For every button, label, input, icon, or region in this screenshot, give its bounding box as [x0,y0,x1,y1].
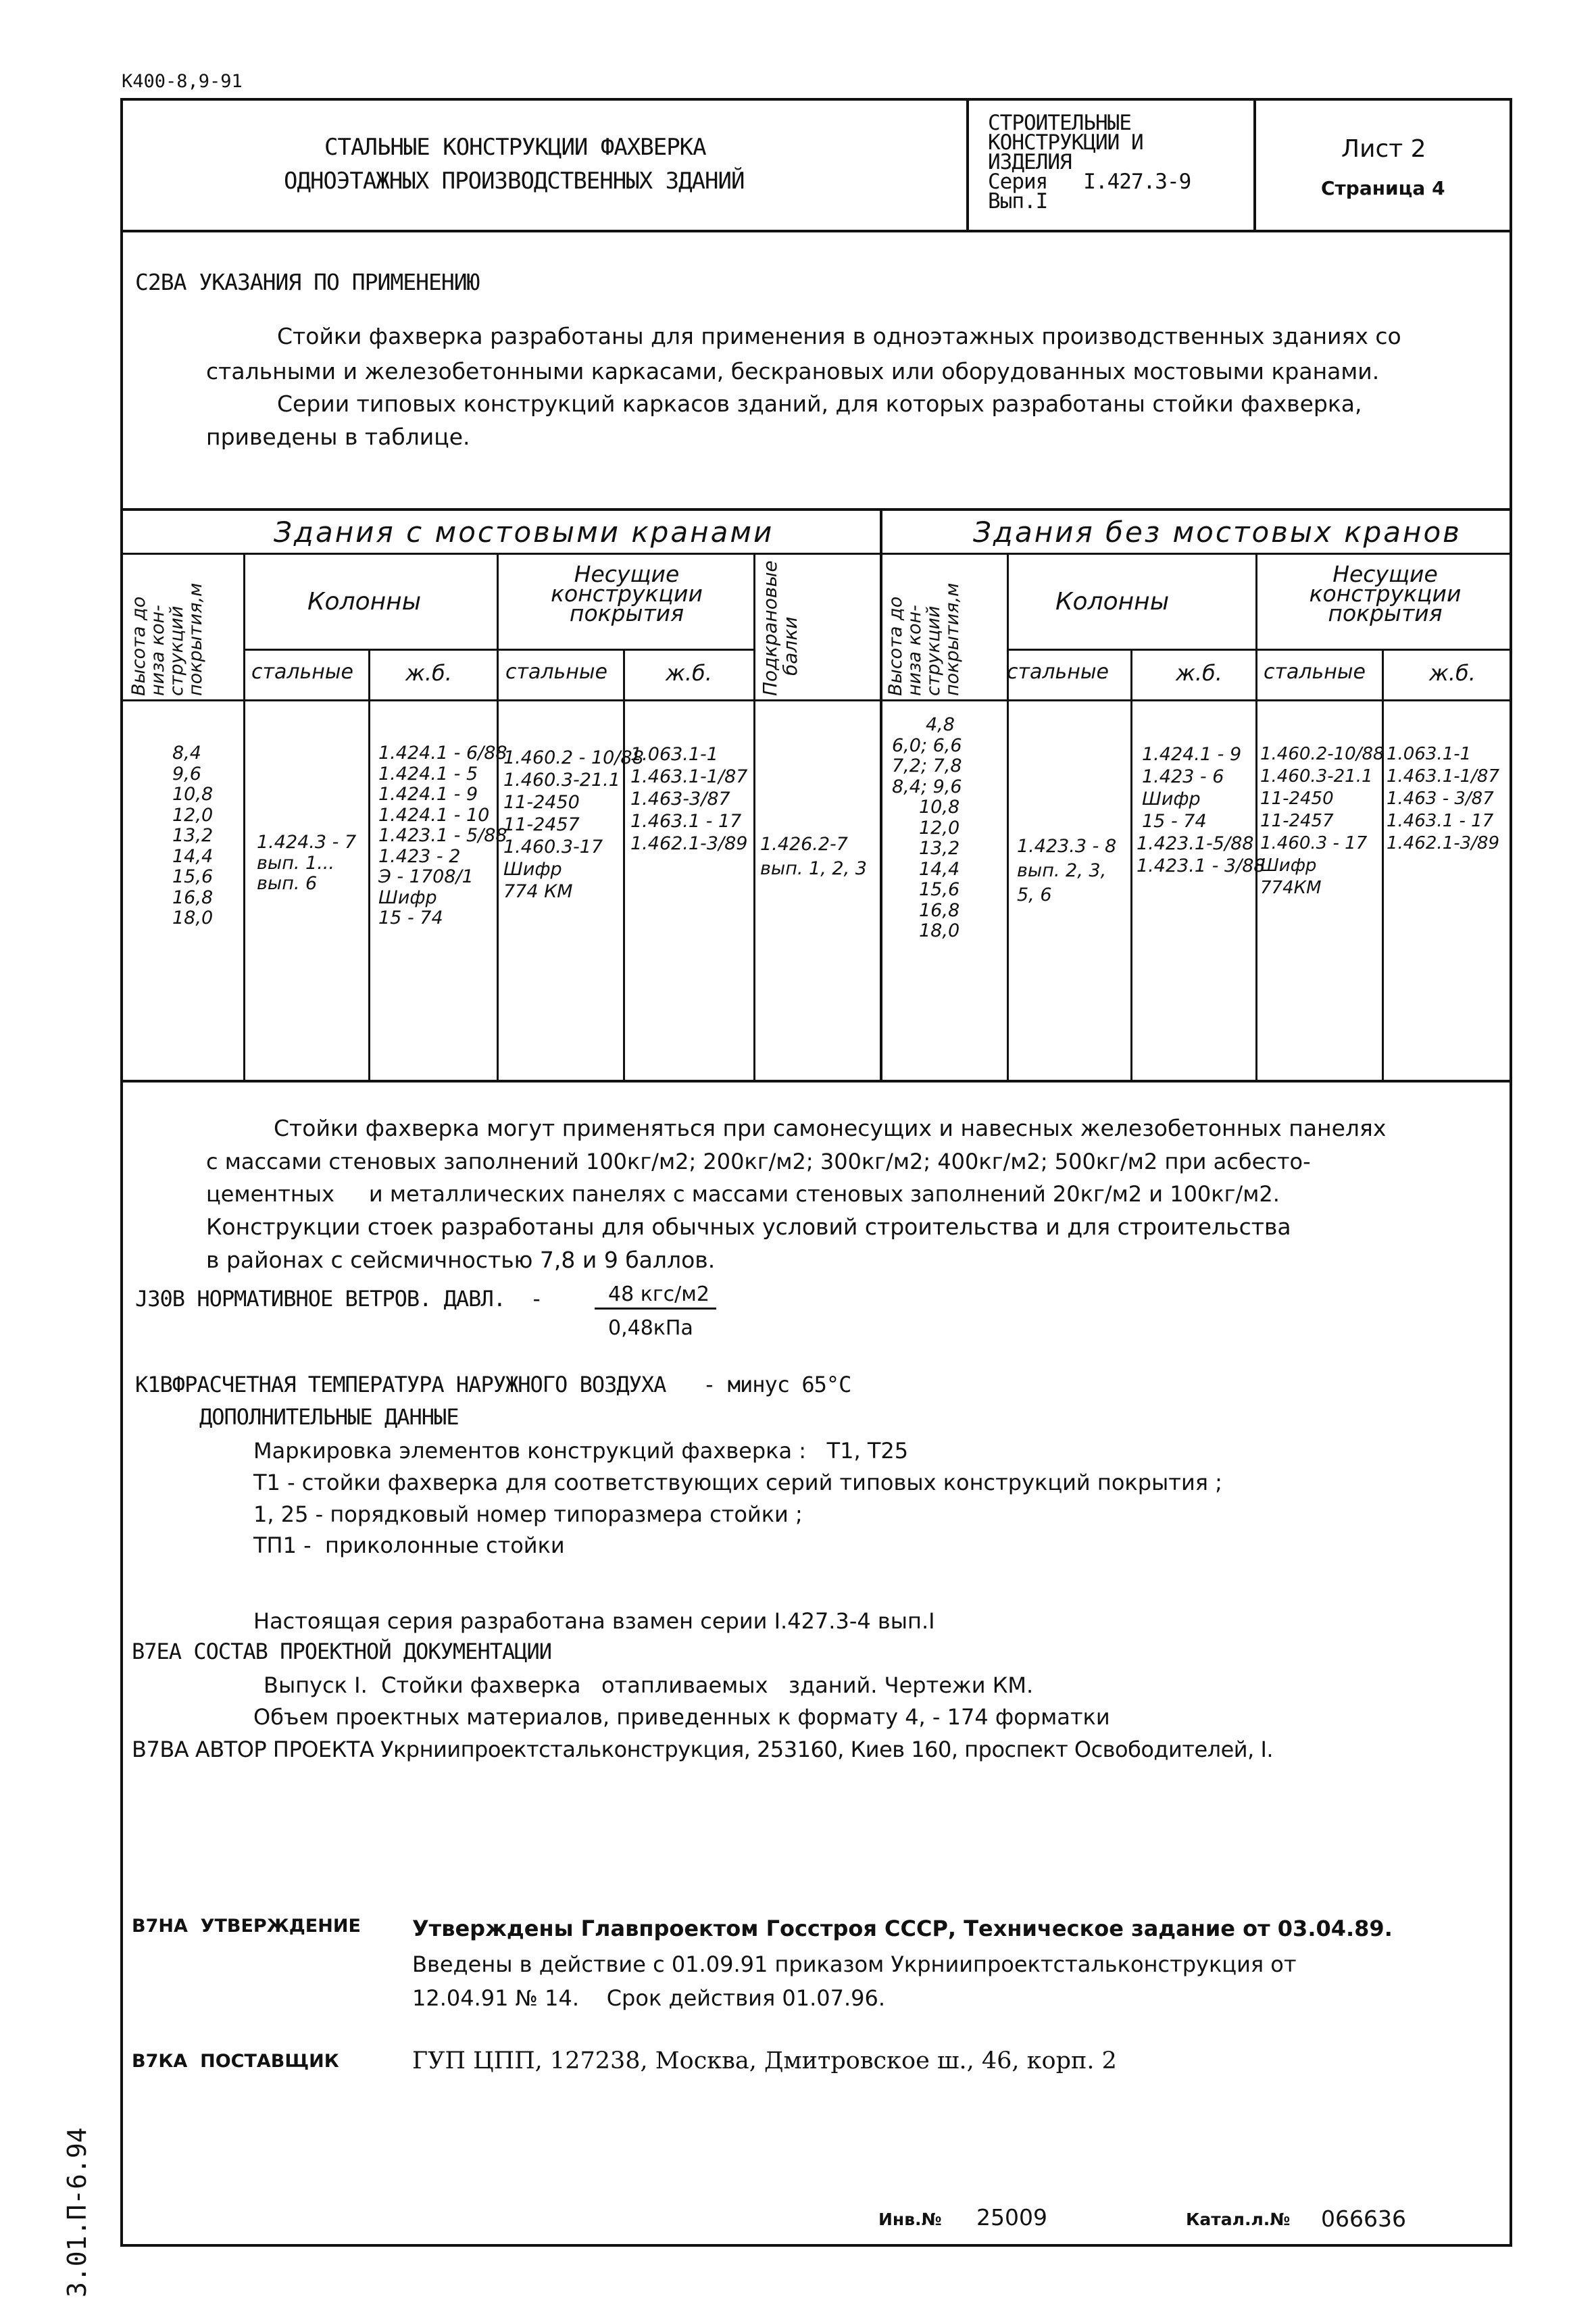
category-block [988,111,1191,214]
series-value: 1.463 - 3/87 [1387,789,1494,809]
series-value: 774КМ [1260,878,1322,898]
rc-subheader: ж.б. [405,660,452,686]
wind-pressure-numerator: 48 кгс/м2 [595,1283,716,1310]
cell-roof-steel-without-cranes [1260,743,1385,899]
tp1-line: ТП1 - приколонные стойки [253,1533,565,1558]
volume-line: Объем проектных материалов, приведенных к формату 4, - 174 форматки [253,1704,1110,1730]
rc-subheader: ж.б. [1176,660,1222,686]
table-top-border [120,508,1512,511]
wind-pressure-denominator: 0,48кПа [608,1316,693,1340]
table-vline [243,553,245,1081]
supplier-label: В7КА ПОСТАВЩИК [132,2051,339,2072]
series-value: 1.426.2-7 [760,834,848,855]
height-value: 8,4 [172,743,201,764]
roof-header-left [500,561,753,626]
series-value: 1.460.3-21.1 [1260,766,1373,787]
series-value: 1.460.2-10/88 [1260,744,1385,764]
category-line1: СТРОИТЕЛЬНЫЕ [988,111,1131,135]
table-vline [368,649,370,1081]
approval-line-1: Утверждены Главпроектом Госстроя СССР, Техническое задание от 03.04.89. [412,1916,1393,1941]
height-header-line: Высота до [128,596,149,696]
height-value: 14,4 [172,845,214,867]
rc-subheader: ж.б. [1429,660,1476,686]
steel-subheader: стальные [505,660,607,684]
series-value: 1.462.1-3/89 [1387,833,1500,853]
height-header-line: низа кон- [904,605,925,696]
series-value: 1.424.1 - 9 [378,784,478,805]
inventory-label: Инв.№ [878,2210,942,2229]
height-value: 12,0 [919,817,960,839]
catalog-label: Катал.л.№ [1186,2210,1291,2229]
series-value: Шифр [1260,855,1317,876]
cell-columns-rc-with-cranes [378,743,507,929]
series-value: 1.460.3-21.1 [503,770,620,791]
series-value: Э - 1708/1 [378,866,474,887]
height-header-line: струкций [166,605,187,696]
doc-title-line2: ОДНОЭТАЖНЫХ ПРОИЗВОДСТВЕННЫХ ЗДАНИЙ [284,168,745,195]
height-value: 12,0 [172,804,214,826]
height-value: 9,6 [172,763,201,785]
side-code: 3.01.П-6.94 [62,2127,92,2297]
approval-line-3: 12.04.91 № 14. Срок действия 01.07.96. [412,1985,886,2011]
height-value: 18,0 [172,907,214,928]
series-value: 1.423 - 2 [378,845,461,867]
series-value: 1.063.1-1 [1387,744,1472,764]
cell-crane-beams [760,832,867,881]
usage-line-4: приведены в таблице. [206,424,470,450]
steel-subheader: стальные [1007,660,1109,684]
issue-number: Вып.I [988,189,1048,214]
series-value: 1.460.2 - 10/88 [503,747,644,768]
series-value: Шифр [503,859,562,880]
height-value: 13,2 [919,838,960,859]
height-value: 16,8 [919,899,960,921]
series-value: 1.463.1-1/87 [630,766,748,787]
rc-subheader: ж.б. [666,660,712,686]
note-line-4: Конструкции стоек разработаны для обычных условий строительства и для строительства [206,1214,1291,1240]
cell-heights-without-cranes [892,715,962,942]
series-value: 774 КМ [503,881,573,902]
series-value: 1.424.1 - 9 [1142,744,1242,765]
height-header-line: низа кон- [147,605,168,696]
header-divider [120,230,1512,232]
supplier-text: ГУП ЦПП, 127238, Москва, Дмитровское ш., 46, корп. 2 [412,2047,1117,2074]
usage-line-2: стальными и железобетонными каркасами, бескрановых или оборудованных мостовыми кранами. [206,358,1380,384]
category-line2: КОНСТРУКЦИИ И [988,130,1143,155]
table-header-bottom [120,699,1512,701]
series-value: 1.423.3 - 8 [1017,836,1117,857]
steel-subheader: стальные [1264,660,1366,684]
series-number: Серия I.427.3-9 [988,170,1191,194]
table-vline-center [880,508,882,1081]
doc-title-line1: СТАЛЬНЫЕ КОНСТРУКЦИИ ФАХВЕРКА [324,134,706,161]
height-header-line: Высота до [885,596,906,696]
series-value: 1.423.1 - 5/88 [378,825,507,846]
roof-header-line: покрытия [569,600,684,626]
extra-data-heading: ДОПОЛНИТЕЛЬНЫЕ ДАННЫЕ [199,1404,459,1430]
wind-pressure-label: J30В НОРМАТИВНОЕ ВЕТРОВ. ДАВЛ. - [135,1286,543,1312]
height-value: 15,6 [919,879,960,900]
table-vline [753,553,755,1081]
table-sub-divider-right [1007,649,1512,651]
series-value: 11-2457 [503,814,580,835]
height-header-left [130,583,205,696]
series-value: 1.463.1 - 17 [630,811,742,832]
crane-beams-header-line: балки [779,616,801,676]
height-header-line: покрытия,м [942,582,963,696]
replaces-line: Настоящая серия разработана взамен серии I.427.3-4 вып.I [253,1608,935,1634]
height-header-line: струкций [923,605,944,696]
note-line-2: с массами стеновых заполнений 100кг/м2; 200кг/м2; 300кг/м2; 400кг/м2; 500кг/м2 при асбесто- [206,1149,1311,1174]
note-line-5: в районах с сейсмичностью 7,8 и 9 баллов. [206,1247,716,1273]
series-value: 1.424.1 - 6/88 [378,743,507,764]
height-value: 16,8 [172,887,214,908]
height-value: 10,8 [919,797,960,818]
group-header-without-cranes: Здания без мостовых кранов [973,516,1462,549]
header-vline-1 [966,98,969,231]
series-value: 1.463-3/87 [630,789,730,810]
height-value: 13,2 [172,825,214,846]
height-value: 6,0; 6,6 [892,735,962,756]
series-value: 1.424.3 - 7 [257,832,357,853]
usage-heading: С2ВА УКАЗАНИЯ ПО ПРИМЕНЕНИЮ [135,269,480,295]
height-value: 15,6 [172,866,214,887]
marking-line: Маркировка элементов конструкций фахверка : Т1, Т25 [253,1438,909,1464]
cell-columns-steel-without-cranes [1017,835,1116,907]
table-bottom-border [120,1080,1512,1082]
temperature-line: К1ВФРАСЧЕТНАЯ ТЕМПЕРАТУРА НАРУЖНОГО ВОЗДУХА - минус 65°С [135,1372,851,1397]
roof-header-line: Несущие [574,561,680,587]
roof-header-right [1258,561,1512,626]
series-value: 15 - 74 [378,907,443,928]
series-value: 1.423.1 - 3/88 [1137,855,1266,876]
composition-heading: В7ЕА СОСТАВ ПРОЕКТНОЙ ДОКУМЕНТАЦИИ [132,1639,552,1664]
approval-label: В7НА УТВЕРЖДЕНИЕ [132,1916,361,1937]
crane-beams-header [760,560,801,696]
series-value: 11-2450 [503,792,580,813]
series-value: 1.424.1 - 10 [378,804,490,826]
series-value: 1.463.1 - 17 [1387,811,1494,831]
issue-line: Выпуск I. Стойки фахверка отапливаемых зданий. Чертежи КМ. [264,1672,1034,1698]
series-value: вып. 6 [257,873,318,894]
series-value: вып. 1... [257,852,334,874]
series-value: 1.423 - 6 [1142,766,1224,787]
header-vline-2 [1253,98,1256,231]
roof-header-line: покрытия [1328,600,1443,626]
columns-header-left: Колонны [307,588,422,616]
category-line3: ИЗДЕЛИЯ [988,150,1072,174]
cell-roof-rc-without-cranes [1387,743,1499,855]
steel-subheader: стальные [251,660,353,684]
cell-columns-rc-without-cranes [1137,743,1266,877]
approval-line-2: Введены в действие с 01.09.91 приказом Укрниипроектстальконструкция от [412,1951,1297,1977]
columns-header-right: Колонны [1055,588,1170,616]
height-header-right [887,583,962,696]
cell-heights-with-cranes [172,743,213,929]
series-value: 1.462.1-3/89 [630,833,748,854]
t1-line: Т1 - стойки фахверка для соответствующих серий типовых конструкций покрытия ; [253,1470,1222,1495]
roof-header-line: Несущие [1332,561,1438,587]
height-value: 7,2; 7,8 [892,755,962,776]
height-value: 10,8 [172,784,214,805]
height-value: 4,8 [926,714,955,735]
series-value: 11-2450 [1260,789,1334,809]
series-value: 1.463.1-1/87 [1387,766,1500,787]
series-value: Шифр [1142,789,1201,810]
sheet-number: Лист 2 [1341,135,1426,163]
cell-columns-steel-with-cranes [257,832,356,895]
usage-line-1: Стойки фахверка разработаны для применения в одноэтажных производственных зданиях со [277,323,1401,349]
document-code: К400-8,9-91 [122,71,243,92]
roof-header-line: конструкции [1309,580,1462,607]
series-value: вып. 2, 3, [1017,860,1107,881]
crane-beams-header-line: Подкрановые [759,560,781,696]
cell-roof-rc-with-cranes [630,743,747,855]
series-value: 11-2457 [1260,811,1334,831]
series-value: Шифр [378,887,437,908]
roof-header-line: конструкции [551,580,703,607]
table-vline [1130,649,1132,1081]
series-value: 1.063.1-1 [630,744,718,765]
series-value: 5, 6 [1017,885,1052,905]
series-value: 1.423.1-5/88 [1137,833,1254,854]
height-value: 18,0 [919,920,960,941]
series-value: 1.460.3 - 17 [1260,833,1368,853]
series-value: 1.460.3-17 [503,837,603,857]
usage-line-3: Серии типовых конструкций каркасов зданий, для которых разработаны стойки фахверка, [277,391,1362,417]
series-value: 15 - 74 [1142,811,1207,832]
cell-roof-steel-with-cranes [503,747,644,903]
height-header-line: покрытия,м [185,582,206,696]
height-value: 14,4 [919,858,960,880]
table-vline [1007,553,1009,1081]
group-header-with-cranes: Здания с мостовыми кранами [274,516,774,549]
note-line-3: цементных и металлических панелях с массами стеновых заполнений 20кг/м2 и 100кг/м2. [206,1181,1280,1207]
author-line: В7ВА АВТОР ПРОЕКТА Укрниипроектстальконструкция, 253160, Киев 160, проспект Освободителей, I. [132,1737,1274,1762]
page-number: Страница 4 [1321,177,1445,199]
series-value: 1.424.1 - 5 [378,763,478,785]
inventory-number: 25009 [976,2204,1047,2231]
number-line: 1, 25 - порядковый номер типоразмера стойки ; [253,1501,803,1527]
series-value: вып. 1, 2, 3 [760,858,867,879]
table-group-divider [120,553,1512,555]
catalog-number: 066636 [1321,2206,1406,2232]
height-value: 8,4; 9,6 [892,776,962,797]
note-line-1: Стойки фахверка могут применяться при самонесущих и навесных железобетонных панелях [274,1115,1387,1141]
